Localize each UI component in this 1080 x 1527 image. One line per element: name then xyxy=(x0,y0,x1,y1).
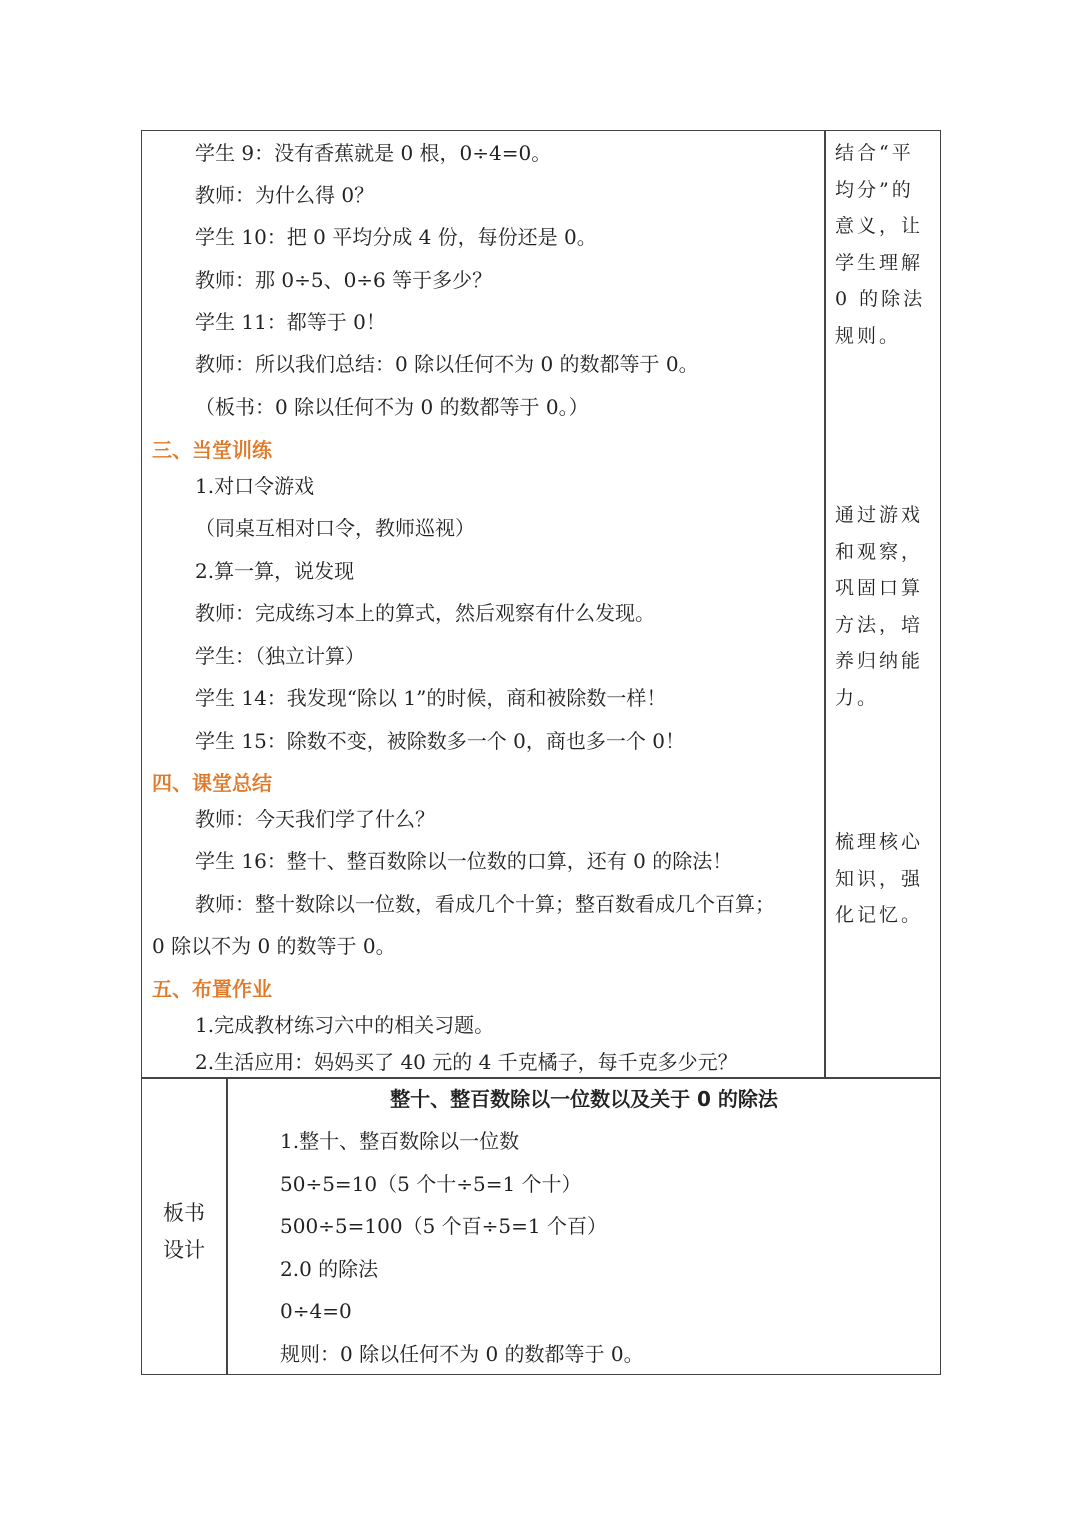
dialogue-line: 0 除以不为 0 的数等于 0。 xyxy=(152,934,396,958)
row-divider-board xyxy=(141,1077,941,1079)
dialogue-line: 学生 10：把 0 平均分成 4 份，每份还是 0。 xyxy=(195,225,597,249)
board-line: 0÷4=0 xyxy=(280,1299,352,1323)
dialogue-line: 学生：（独立计算） xyxy=(195,644,365,668)
section-heading: 三、当堂训练 xyxy=(152,438,272,462)
design-note: 通过游戏 和观察， 巩固口算 方法，培 养归纳能 力。 xyxy=(835,504,924,709)
homework-line: 1.完成教材练习六中的相关习题。 xyxy=(195,1013,495,1037)
dialogue-line: （同桌互相对口令，教师巡视） xyxy=(195,516,475,540)
board-label: 板书 设计 xyxy=(163,1201,205,1262)
column-divider-board-label xyxy=(226,1077,228,1375)
homework-line: 2.生活应用：妈妈买了 40 元的 4 千克橘子，每千克多少元？ xyxy=(195,1050,738,1074)
board-line: 500÷5=100（5 个百÷5=1 个百） xyxy=(280,1214,607,1238)
dialogue-line: 学生 14：我发现“除以 1”的时候，商和被除数一样！ xyxy=(195,686,667,710)
board-line: 50÷5=10（5 个十÷5=1 个十） xyxy=(280,1172,582,1196)
dialogue-line: 1.对口令游戏 xyxy=(195,474,315,498)
dialogue-line: 学生 9：没有香蕉就是 0 根，0÷4=0。 xyxy=(195,141,552,165)
dialogue-line: 教师：那 0÷5、0÷6 等于多少？ xyxy=(195,268,493,292)
section-heading: 四、课堂总结 xyxy=(152,771,272,795)
section-heading: 五、布置作业 xyxy=(152,977,272,1001)
dialogue-line: 教师：为什么得 0？ xyxy=(195,183,375,207)
dialogue-line: 教师：整十数除以一位数，看成几个十算；整百数看成几个百算； xyxy=(195,892,775,916)
dialogue-line: （板书：0 除以任何不为 0 的数都等于 0。） xyxy=(195,395,589,419)
dialogue-line: 2.算一算，说发现 xyxy=(195,559,355,583)
dialogue-line: 学生 11：都等于 0！ xyxy=(195,310,386,334)
board-line: 1.整十、整百数除以一位数 xyxy=(280,1129,520,1153)
dialogue-line: 学生 16：整十、整百数除以一位数的口算，还有 0 的除法！ xyxy=(195,849,733,873)
dialogue-line: 学生 15：除数不变，被除数多一个 0，商也多一个 0！ xyxy=(195,729,685,753)
dialogue-line: 教师：完成练习本上的算式，然后观察有什么发现。 xyxy=(195,601,655,625)
board-title: 整十、整百数除以一位数以及关于 0 的除法 xyxy=(390,1087,778,1111)
design-note: 结合“平 均分”的 意义，让 学生理解 0 的除法 规则。 xyxy=(835,142,926,347)
board-line: 2.0 的除法 xyxy=(280,1257,379,1281)
dialogue-line: 教师：今天我们学了什么？ xyxy=(195,807,435,831)
design-note: 梳理核心 知识，强 化记忆。 xyxy=(835,831,924,926)
column-divider-notes xyxy=(824,130,826,1078)
board-line: 规则：0 除以任何不为 0 的数都等于 0。 xyxy=(280,1342,644,1366)
dialogue-line: 教师：所以我们总结：0 除以任何不为 0 的数都等于 0。 xyxy=(195,352,699,376)
